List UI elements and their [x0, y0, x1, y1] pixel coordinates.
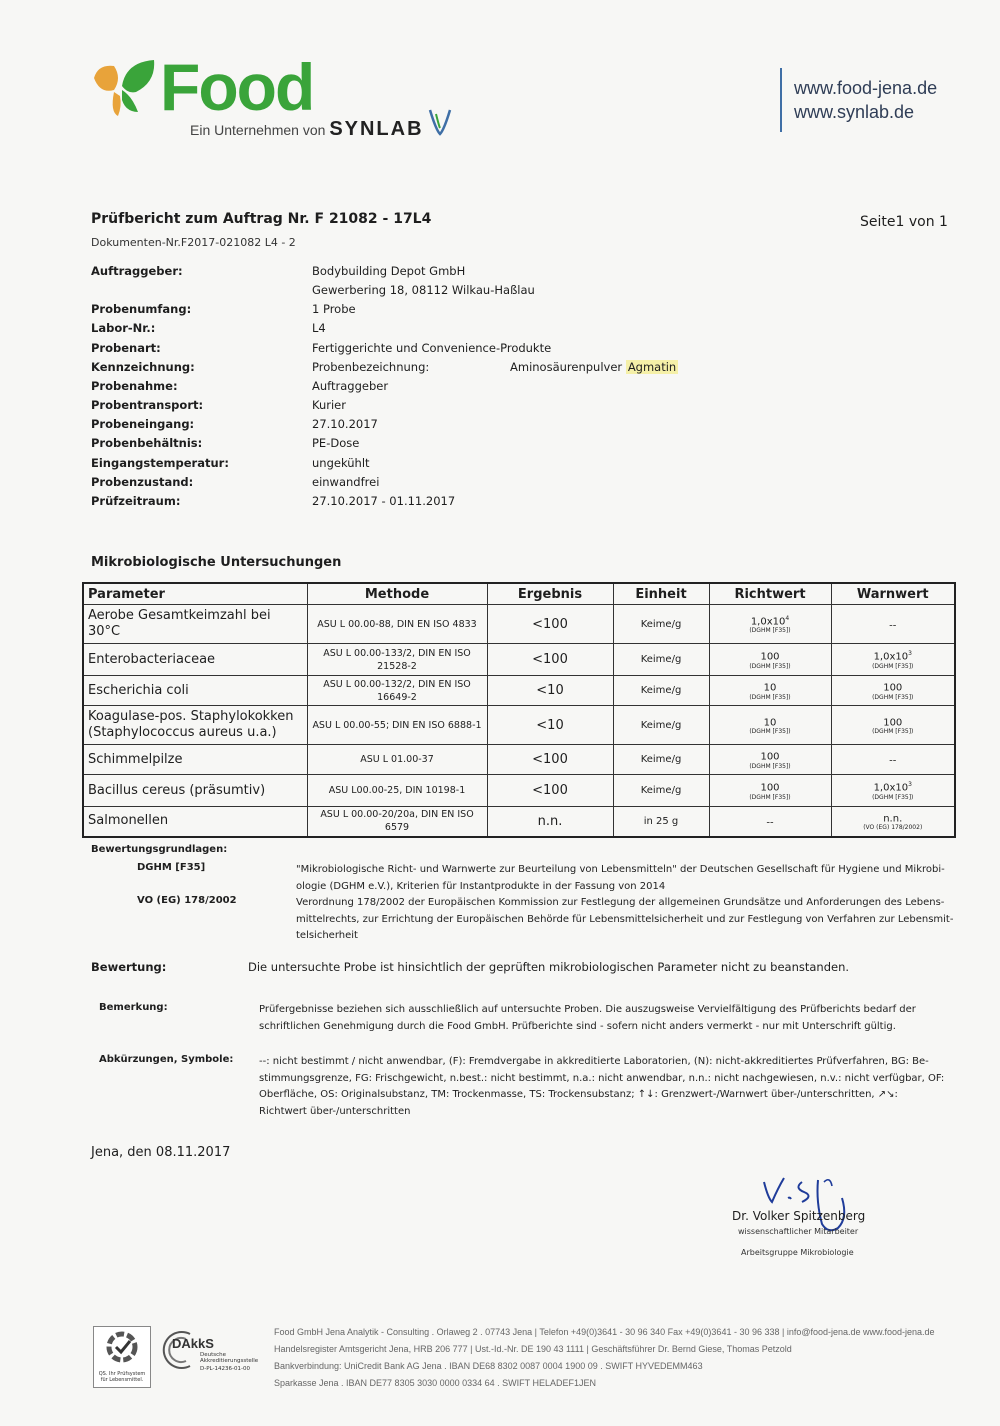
bemerkung-text: [259, 1002, 916, 1035]
signatory-name: Dr. Volker Spitzenberg: [732, 1209, 866, 1223]
cell-parameter: Koagulase-pos. Staphylokokken (Staphylococcus aureus u.a.): [83, 706, 307, 745]
link-food-jena[interactable]: www.food-jena.de: [794, 78, 938, 98]
cell-parameter: Schimmelpilze: [83, 745, 307, 775]
warnwert-source: (DGHM [F35]): [872, 728, 914, 736]
cell-parameter: Salmonellen: [83, 807, 307, 837]
synlab-brand: SYNLAB: [329, 118, 424, 140]
cell-method: ASU L 00.00-132/2, DIN EN ISO 16649-2: [307, 676, 487, 706]
qs-seal: [93, 1326, 151, 1388]
column-header: Einheit: [613, 583, 709, 605]
cell-warnwert: [831, 775, 955, 807]
info-value: L4: [312, 321, 326, 335]
abkuerzungen-label: Abkürzungen, Symbole:: [99, 1054, 234, 1065]
richtwert-source: (DGHM [F35]): [749, 627, 791, 635]
text-line: mittelrechts, zur Errichtung der Europäischen Behörde für Lebensmittelsicherheit und zur Festlegung von Verfahren zur Lebensmit-: [296, 913, 954, 925]
richtwert-source: (DGHM [F35]): [749, 728, 791, 736]
text-line: Prüfergebnisse beziehen sich ausschließlich auf untersuchte Proben. Die auszugsweise Vervielfältigung des Prüfberichts bedarf der: [259, 1004, 916, 1015]
richtwert-source: (DGHM [F35]): [749, 762, 791, 770]
richtwert-value: 10: [763, 682, 777, 694]
cell-unit: Keime/g: [613, 676, 709, 706]
text-line: schriftlichen Genehmigung durch die Food GmbH. Prüfberichte sind - sofern nicht anders vermerkt - nur mit Unterschrift gültig.: [259, 1020, 896, 1032]
synlab-tagline: [190, 118, 424, 141]
cell-richtwert: [709, 644, 831, 676]
cell-result: <100: [487, 605, 613, 644]
richtwert-source: (DGHM [F35]): [749, 793, 791, 801]
cell-result: <100: [487, 644, 613, 676]
richtwert-value: 100: [760, 751, 780, 763]
table-header-row: [83, 583, 955, 605]
text-line: Richtwert über-/unterschritten: [259, 1105, 411, 1117]
section-title: Mikrobiologische Untersuchungen: [91, 555, 342, 570]
warnwert-value: 1,0x10: [873, 782, 909, 794]
page-indicator: Seite1 von 1: [860, 214, 948, 230]
report-title: Prüfbericht zum Auftrag Nr. F 21082 - 17L4: [91, 211, 432, 227]
sample-name-text: Aminosäurenpulver: [510, 360, 623, 374]
cell-result: <10: [487, 706, 613, 745]
warnwert-exponent: 3: [908, 650, 912, 658]
bewertung-text: Die untersuchte Probe ist hinsichtlich der geprüften mikrobiologischen Parameter nicht zu beanstanden.: [248, 960, 850, 974]
cell-warnwert: [831, 807, 955, 837]
grundlagen-dghm-text: [296, 862, 945, 895]
footer-line: Handelsregister Amtsgericht Jena, HRB 206 777 | Ust.-Id.-Nr. DE 190 43 1111 | Geschäftsführer Dr. Bernd Giese, Thomas Petzold: [274, 1344, 792, 1354]
column-header: Warnwert: [831, 583, 955, 605]
column-header: Ergebnis: [487, 583, 613, 605]
link-synlab[interactable]: www.synlab.de: [794, 102, 915, 122]
grundlagen-vo-key: VO (EG) 178/2002: [137, 895, 237, 906]
info-value: 27.10.2017 - 01.11.2017: [312, 494, 456, 508]
warnwert-value: 100: [883, 717, 903, 729]
warnwert-value: n.n.: [883, 813, 903, 825]
info-label: Prüfzeitraum:: [91, 494, 181, 508]
info-value: PE-Dose: [312, 436, 360, 450]
warnwert-exponent: 3: [908, 781, 912, 789]
qs-seal-text: QS. Ihr Prüfsystem für Lebensmittel.: [98, 1371, 146, 1383]
table-row: [83, 676, 955, 706]
info-value: Probenbezeichnung:: [312, 360, 430, 374]
table-row: [83, 775, 955, 807]
info-value: 27.10.2017: [312, 417, 378, 431]
cell-result: <100: [487, 775, 613, 807]
food-logo-wordmark: Food: [160, 50, 314, 124]
info-label: Labor-Nr.:: [91, 321, 156, 335]
footer-line: Bankverbindung: UniCredit Bank AG Jena . IBAN DE68 8302 0087 0004 1900 09 . SWIFT HYVEDEMM463: [274, 1361, 703, 1371]
bewertung-label: Bewertung:: [91, 960, 167, 974]
richtwert-source: (DGHM [F35]): [749, 693, 791, 701]
footer-line: Food GmbH Jena Analytik - Consulting . Orlaweg 2 . 07743 Jena | Telefon +49(0)3641 - 30 96 340 Fax +49(0)3641 - 30 96 338 | info@food-jena.de www.food-jena.de: [274, 1327, 935, 1337]
cell-warnwert: [831, 745, 955, 775]
cell-method: ASU L 00.00-133/2, DIN EN ISO 21528-2: [307, 644, 487, 676]
cell-unit: Keime/g: [613, 644, 709, 676]
sample-name-highlight: Agmatin: [627, 360, 677, 374]
table-row: [83, 807, 955, 837]
info-label: Eingangstemperatur:: [91, 456, 229, 470]
info-label: Probenahme:: [91, 379, 178, 393]
cell-parameter: Escherichia coli: [83, 676, 307, 706]
grundlagen-label: Bewertungsgrundlagen:: [91, 844, 228, 855]
info-value: einwandfrei: [312, 475, 380, 489]
cell-unit: Keime/g: [613, 706, 709, 745]
cell-method: ASU L 01.00-37: [307, 745, 487, 775]
info-label: Probentransport:: [91, 398, 204, 412]
cell-parameter: Enterobacteriaceae: [83, 644, 307, 676]
richtwert-value: 10: [763, 717, 777, 729]
cell-warnwert: [831, 706, 955, 745]
cell-method: ASU L 00.00-20/20a, DIN EN ISO 6579: [307, 807, 487, 837]
cell-method: ASU L00.00-25, DIN 10198-1: [307, 775, 487, 807]
warnwert-value: --: [889, 755, 897, 767]
cell-unit: Keime/g: [613, 775, 709, 807]
table-row: [83, 745, 955, 775]
food-logo-icon: [92, 56, 158, 118]
cell-richtwert: [709, 706, 831, 745]
info-label: Probeneingang:: [91, 417, 195, 431]
cell-unit: Keime/g: [613, 745, 709, 775]
richtwert-exponent: 4: [785, 614, 790, 622]
info-label: Auftraggeber:: [91, 264, 183, 278]
micro-results-table: [82, 582, 956, 838]
info-value: Auftraggeber: [312, 379, 389, 393]
info-label: Probenumfang:: [91, 302, 192, 316]
cell-richtwert: [709, 775, 831, 807]
warnwert-source: (DGHM [F35]): [872, 693, 914, 701]
cell-warnwert: [831, 644, 955, 676]
abkuerzungen-text: [259, 1054, 944, 1120]
info-value: Bodybuilding Depot GmbH: [312, 264, 466, 278]
warnwert-value: --: [889, 620, 897, 632]
footer-line: Sparkasse Jena . IBAN DE77 8305 3030 0000 0334 64 . SWIFT HELADEF1JEN: [274, 1378, 597, 1388]
info-label: Probenbehältnis:: [91, 436, 203, 450]
richtwert-value: 100: [760, 782, 780, 794]
warnwert-source: (VO (EG) 178/2002): [863, 824, 923, 832]
info-label: Probenart:: [91, 341, 161, 355]
cell-result: n.n.: [487, 807, 613, 837]
column-header: Methode: [307, 583, 487, 605]
grundlagen-vo-text: [296, 895, 953, 945]
cell-parameter: Aerobe Gesamtkeimzahl bei 30°C: [83, 605, 307, 644]
info-value: Kurier: [312, 398, 346, 412]
warnwert-source: (DGHM [F35]): [872, 793, 914, 801]
richtwert-value: 100: [760, 651, 780, 663]
info-value: ungekühlt: [312, 456, 370, 470]
cell-richtwert: [709, 745, 831, 775]
synlab-mark-icon: [428, 108, 452, 136]
cell-method: ASU L 00.00-55; DIN EN ISO 6888-1: [307, 706, 487, 745]
richtwert-source: (DGHM [F35]): [749, 662, 791, 670]
column-header: Richtwert: [709, 583, 831, 605]
place-date: Jena, den 08.11.2017: [91, 1145, 231, 1160]
cell-unit: in 25 g: [613, 807, 709, 837]
cell-richtwert: [709, 807, 831, 837]
dakks-sub: Deutsche Akkreditierungsstelle: [200, 1352, 259, 1364]
cell-warnwert: [831, 676, 955, 706]
cell-parameter: Bacillus cereus (präsumtiv): [83, 775, 307, 807]
cell-richtwert: [709, 605, 831, 644]
dakks-badge: [160, 1330, 265, 1380]
info-label: Kennzeichnung:: [91, 360, 195, 374]
cell-warnwert: [831, 605, 955, 644]
dakks-name: DAkkS: [172, 1336, 214, 1351]
text-line: --: nicht bestimmt / nicht anwendbar, (F): Fremdvergabe in akkreditierte Laboratorien, (N): nicht-akkreditiertes Prüfverfahren, BG: Be-: [259, 1056, 929, 1067]
text-line: telsicherheit: [296, 930, 358, 941]
richtwert-value: --: [766, 817, 774, 829]
warnwert-value: 1,0x10: [873, 651, 909, 663]
info-value: Fertiggerichte und Convenience-Produkte: [312, 341, 552, 355]
cell-method: ASU L 00.00-88, DIN EN ISO 4833: [307, 605, 487, 644]
richtwert-value: 1,0x10: [750, 616, 786, 628]
signatory-group: Arbeitsgruppe Mikrobiologie: [741, 1248, 854, 1257]
warnwert-value: 100: [883, 682, 903, 694]
text-line: Oberfläche, OS: Originalsubstanz, TM: Trockenmasse, TS: Trockensubstanz; ↑↓: Grenzwert-/Warnwert über-/unterschritten, ↗↘:: [259, 1089, 898, 1100]
info-value: Gewerbering 18, 08112 Wilkau-Haßlau: [312, 283, 535, 297]
cell-result: <10: [487, 676, 613, 706]
info-value: 1 Probe: [312, 302, 356, 316]
dakks-id: D-PL-14236-01-00: [200, 1366, 250, 1372]
cell-unit: Keime/g: [613, 605, 709, 644]
header-divider: [780, 68, 782, 132]
tagline-prefix: Ein Unternehmen von: [190, 122, 326, 138]
document-number: Dokumenten-Nr.F2017-021082 L4 - 2: [91, 236, 296, 249]
table-row: [83, 605, 955, 644]
info-label: Probenzustand:: [91, 475, 194, 489]
qs-seal-icon: [94, 1327, 150, 1367]
cell-result: <100: [487, 745, 613, 775]
sample-name: [510, 360, 678, 374]
text-line: ologie (DGHM e.V.), Kriterien für Instantprodukte in der Fassung von 2014: [296, 880, 666, 892]
text-line: "Mikrobiologische Richt- und Warnwerte zur Beurteilung von Lebensmitteln" der Deutschen Gesellschaft für Hygiene und Mikrobi-: [296, 864, 945, 875]
text-line: stimmungsgrenze, FG: Frischgewicht, n.best.: nicht bestimmt, n.a.: nicht anwendbar, n.n.: nicht nachgewiesen, n.v.: nicht verfügbar, OF:: [259, 1072, 945, 1084]
warnwert-source: (DGHM [F35]): [872, 662, 914, 670]
bemerkung-label: Bemerkung:: [99, 1002, 168, 1013]
table-row: [83, 644, 955, 676]
grundlagen-dghm-key: DGHM [F35]: [137, 862, 206, 873]
column-header: Parameter: [83, 583, 307, 605]
signatory-role: wissenschaftlicher Mitarbeiter: [738, 1227, 859, 1236]
table-row: [83, 706, 955, 745]
cell-richtwert: [709, 676, 831, 706]
text-line: Verordnung 178/2002 der Europäischen Kommission zur Festlegung der allgemeinen Grundsätze und Anforderungen des Lebens-: [296, 897, 945, 908]
